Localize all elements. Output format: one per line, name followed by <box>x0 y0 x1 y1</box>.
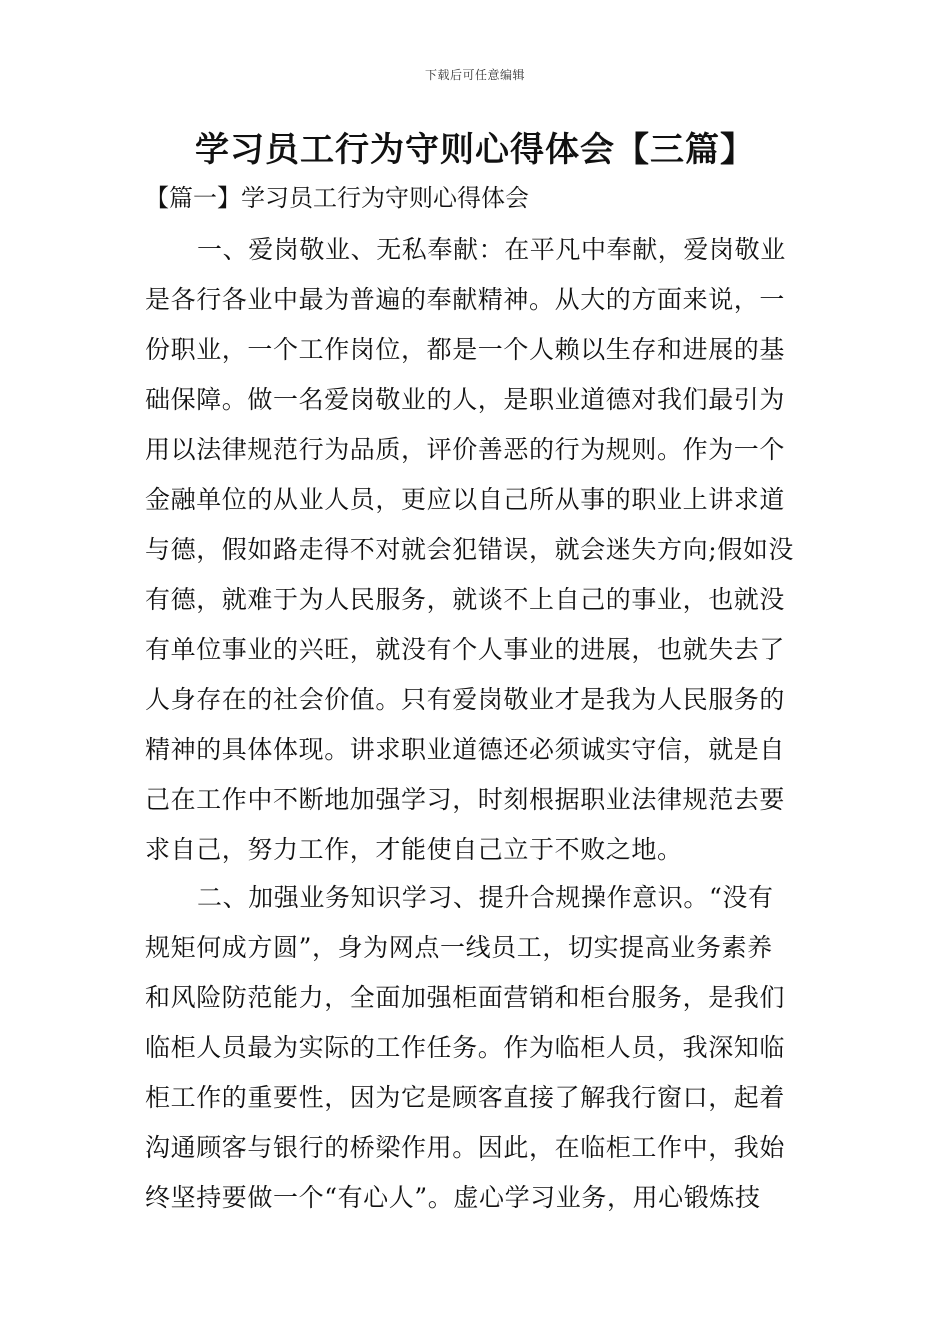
paragraph-line: 与德，假如路走得不对就会犯错误，就会迷失方向;假如没 <box>145 535 795 564</box>
paragraph-line: 有单位事业的兴旺，就没有个人事业的进展，也就失去了 <box>145 635 786 664</box>
paragraph-line: 用以法律规范行为品质，评价善恶的行为规则。作为一个 <box>145 435 786 464</box>
paragraph-line: 求自己，努力工作，才能使自己立于不败之地。 <box>145 835 683 864</box>
paragraph-line: 金融单位的从业人员，更应以自己所从事的职业上讲求道 <box>145 485 786 514</box>
paragraph-line: 临柜人员最为实际的工作任务。作为临柜人员，我深知临 <box>145 1033 786 1062</box>
paragraph-line: 二、加强业务知识学习、提升合规操作意识。“没有 <box>197 883 774 912</box>
paragraph-line: 一、爱岗敬业、无私奉献：在平凡中奉献，爱岗敬业 <box>197 235 786 264</box>
section-heading: 【篇一】学习员工行为守则心得体会 <box>145 184 529 212</box>
paragraph-line: 柜工作的重要性，因为它是顾客直接了解我行窗口，起着 <box>145 1083 786 1112</box>
paragraph-1 <box>145 225 810 875</box>
paragraph-line: 规矩何成方圆”，身为网点一线员工，切实提高业务素养 <box>145 933 773 962</box>
paragraph-line: 己在工作中不断地加强学习，时刻根据职业法律规范去要 <box>145 785 786 814</box>
paragraph-line: 和风险防范能力，全面加强柜面营销和柜台服务，是我们 <box>145 983 786 1012</box>
paragraph-line: 份职业，一个工作岗位，都是一个人赖以生存和进展的基 <box>145 335 786 364</box>
paragraph-2 <box>145 873 810 1223</box>
paragraph-line: 是各行各业中最为普遍的奉献精神。从大的方面来说，一 <box>145 285 786 314</box>
paragraph-line: 沟通顾客与银行的桥梁作用。因此，在临柜工作中，我始 <box>145 1133 786 1162</box>
paragraph-line: 础保障。做一名爱岗敬业的人，是职业道德对我们最引为 <box>145 385 786 414</box>
header-note: 下载后可任意编辑 <box>424 68 525 82</box>
document-title: 学习员工行为守则心得体会【三篇】 <box>195 130 755 170</box>
paragraph-line: 终坚持要做一个“有心人”。虚心学习业务，用心锻炼技 <box>145 1183 761 1212</box>
paragraph-line: 人身存在的社会价值。只有爱岗敬业才是我为人民服务的 <box>145 685 786 714</box>
paragraph-line: 精神的具体体现。讲求职业道德还必须诚实守信，就是自 <box>145 735 786 764</box>
paragraph-line: 有德，就难于为人民服务，就谈不上自己的事业，也就没 <box>145 585 786 614</box>
